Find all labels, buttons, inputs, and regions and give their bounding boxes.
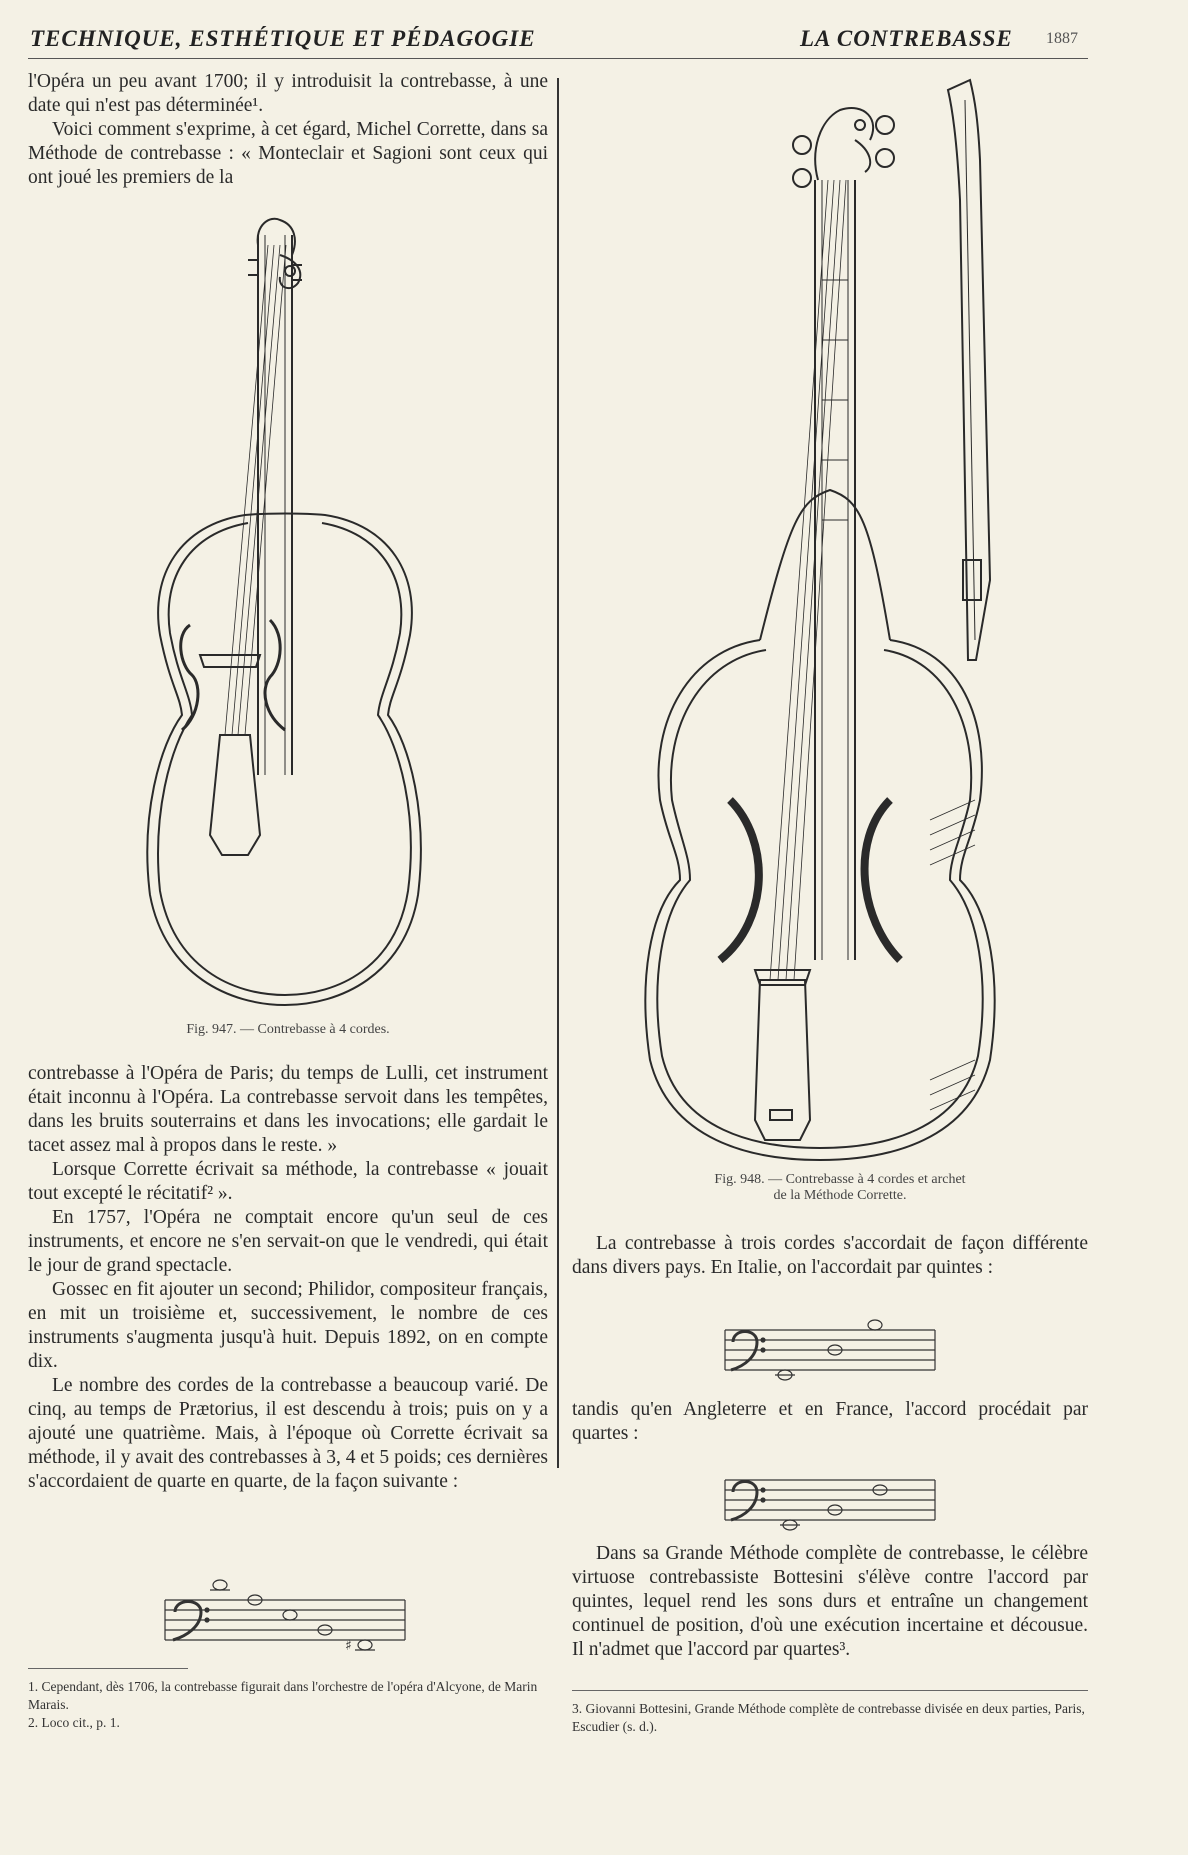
left-para-7: Le nombre des cordes de la contrebasse a beaucoup varié. De cinq, au temps de Prætorius, il est descendu à trois; puis on y a ajouté une quatrième. Mais, à l'époque où Corrette écrivait sa méthode, il y avait des contrebasses à 3, 4 et 5 poids; ces dernières s'accordaient de quarte en quarte, de la façon suivante :	[28, 1375, 548, 1492]
left-intro-text	[28, 70, 548, 190]
header-rule	[28, 58, 1088, 59]
fig-947-caption: Fig. 947. — Contrebasse à 4 cordes.	[186, 1022, 390, 1037]
right-para-2-text: tandis qu'en Angleterre et en France, l'accord procédait par quartes :	[572, 1399, 1088, 1444]
fig-948-caption-line-2: de la Méthode Corrette.	[773, 1188, 907, 1203]
svg-text:♯: ♯	[345, 1638, 352, 1654]
footnote-3: 3. Giovanni Bottesini, Grande Méthode complète de contrebasse divisée en deux parties, Paris, Escudier (s. d.).	[572, 1701, 1085, 1734]
double-bass-with-bow-illustration	[630, 80, 1030, 1160]
right-footnotes	[572, 1700, 1088, 1736]
left-para-2: Voici comment s'exprime, à cet égard, Michel Corrette, dans sa Méthode de contrebasse : « Monteclair et Sagioni sont ceux qui ont joué les premiers de la	[28, 119, 548, 188]
left-body-text	[28, 1062, 548, 1494]
left-para-5: En 1757, l'Opéra ne comptait encore qu'un seul de ces instruments, et encore ne s'en servait-on que le vendredi, qui était le jour de grand spectacle.	[28, 1207, 548, 1276]
left-footnotes	[28, 1678, 548, 1732]
music-staff-fifths	[725, 1320, 935, 1380]
right-para-3-text: Dans sa Grande Méthode complète de contrebasse, le célèbre virtuose contrebassiste Bottesini s'élève contre l'accord par quintes, lequel rend les sons durs et entraîne un changement continuel de position, d'où une exécution incertaine et décousue. Il n'admet que l'accord par quartes³.	[572, 1543, 1088, 1660]
right-para-2	[572, 1398, 1088, 1446]
column-divider	[557, 78, 559, 1468]
fig-948-caption	[600, 1172, 1080, 1204]
music-staff-fourths-5-strings	[165, 1580, 405, 1654]
footnote-rule-right	[572, 1690, 1088, 1691]
running-header-right: LA CONTREBASSE	[800, 26, 1013, 51]
fig-948-caption-line-1: Fig. 948. — Contrebasse à 4 cordes et archet	[714, 1172, 966, 1187]
left-para-3: contrebasse à l'Opéra de Paris; du temps de Lulli, cet instrument était inconnu à l'Opéra. La contrebasse servoit dans les tempêtes, dans les bruits souterrains et dans les invocations; elle gardait le tacet assez mal à propos dans le reste. »	[28, 1063, 548, 1156]
left-para-4: Lorsque Corrette écrivait sa méthode, la contrebasse « jouait tout excepté le récitatif² ».	[28, 1159, 548, 1204]
right-para-3	[572, 1542, 1088, 1662]
music-staff-fourths	[725, 1470, 935, 1530]
double-bass-4-strings-illustration	[120, 215, 450, 1015]
footnote-rule-left	[28, 1668, 188, 1669]
page-number: 1887	[1046, 30, 1078, 47]
right-para-1	[572, 1232, 1088, 1280]
running-header-left: TECHNIQUE, ESTHÉTIQUE ET PÉDAGOGIE	[30, 26, 536, 51]
left-para-1: l'Opéra un peu avant 1700; il y introduisit la contrebasse, à une date qui n'est pas déterminée¹.	[28, 71, 548, 116]
footnote-1: 1. Cependant, dès 1706, la contrebasse figurait dans l'orchestre de l'opéra d'Alcyone, de Marin Marais.	[28, 1679, 538, 1712]
footnote-2: 2. Loco cit., p. 1.	[28, 1715, 120, 1730]
left-para-6: Gossec en fit ajouter un second; Philidor, compositeur français, en mit un troisième et, successivement, le nombre de ces instruments s'augmenta jusqu'à huit. Depuis 1892, on en compte dix.	[28, 1279, 548, 1372]
right-para-1-text: La contrebasse à trois cordes s'accordait de façon différente dans divers pays. En Italie, on l'accordait par quintes :	[572, 1233, 1088, 1278]
